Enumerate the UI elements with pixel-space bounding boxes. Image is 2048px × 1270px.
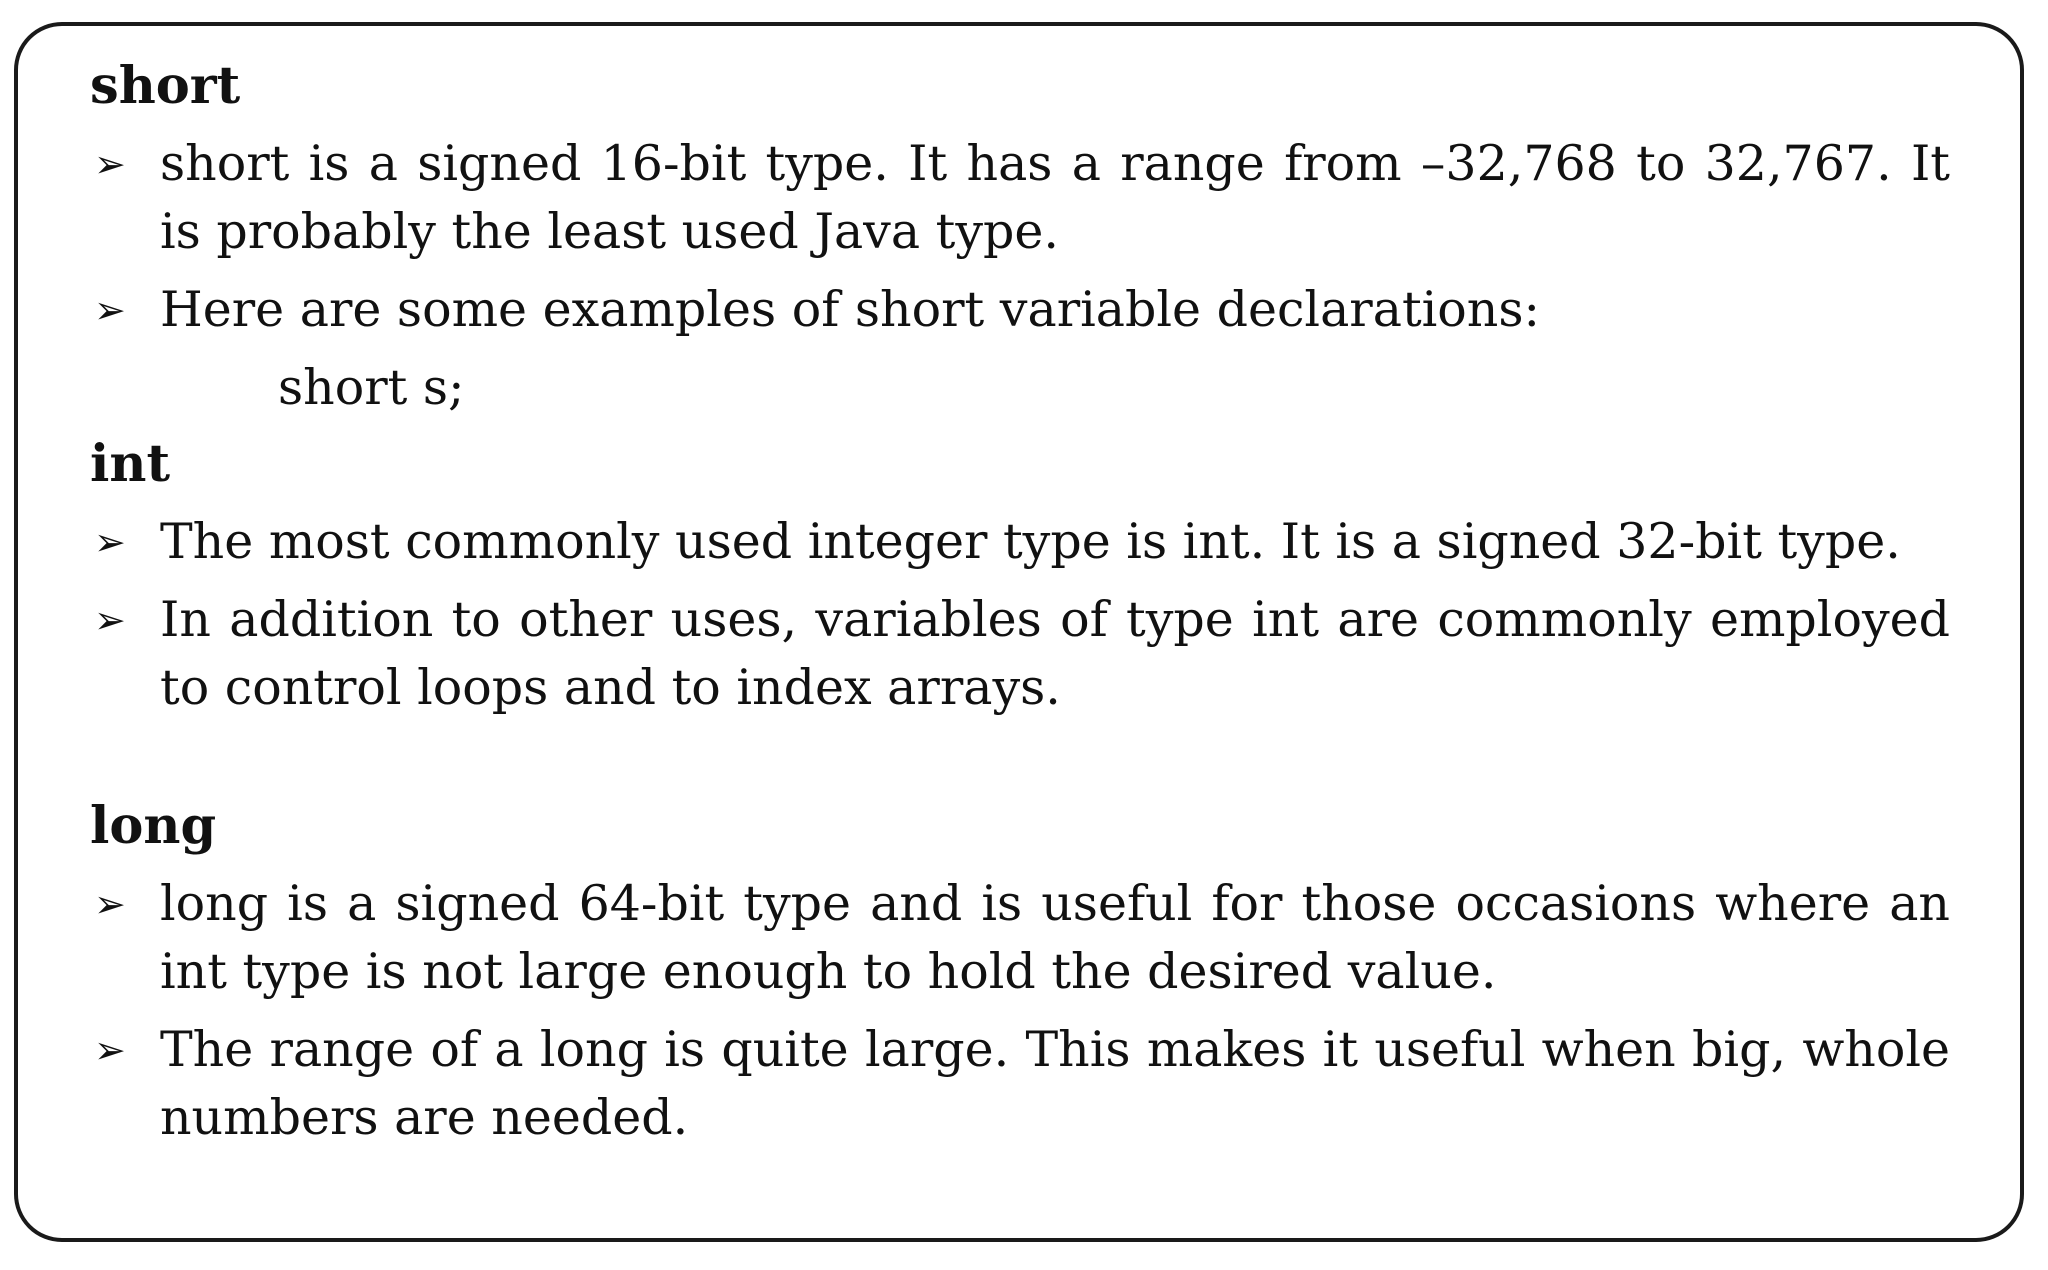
section-int bbox=[90, 430, 1950, 722]
section-long bbox=[90, 792, 1950, 1152]
bullet-list-long bbox=[90, 870, 1950, 1152]
arrowhead-bullet-icon: ➢ bbox=[94, 520, 126, 564]
arrowhead-bullet-icon: ➢ bbox=[94, 882, 126, 926]
list-item bbox=[90, 508, 1950, 576]
bullet-list-int bbox=[90, 508, 1950, 722]
section-spacer bbox=[90, 722, 1950, 792]
bullet-text: In addition to other uses, variables of type int are commonly employed to control loops and to index arrays. bbox=[160, 591, 1950, 716]
list-item bbox=[90, 586, 1950, 722]
section-title-short: short bbox=[90, 56, 241, 116]
code-example: short s; bbox=[278, 359, 465, 416]
arrowhead-bullet-icon: ➢ bbox=[94, 288, 126, 332]
arrowhead-bullet-icon: ➢ bbox=[94, 142, 126, 186]
bullet-text: The most commonly used integer type is int. It is a signed 32-bit type. bbox=[160, 513, 1901, 570]
bullet-text: long is a signed 64-bit type and is useful for those occasions where an int type is not large enough to hold the desired value. bbox=[160, 875, 1950, 1000]
section-short bbox=[90, 52, 1950, 422]
arrowhead-bullet-icon: ➢ bbox=[94, 1028, 126, 1072]
bullet-text: Here are some examples of short variable declarations: bbox=[160, 281, 1541, 338]
bullet-text: The range of a long is quite large. This makes it useful when big, whole numbers are needed. bbox=[160, 1021, 1950, 1146]
arrowhead-bullet-icon: ➢ bbox=[94, 598, 126, 642]
section-title-int: int bbox=[90, 434, 171, 494]
list-item bbox=[90, 1016, 1950, 1152]
bullet-text: short is a signed 16-bit type. It has a range from –32,768 to 32,767. It is probably the least used Java type. bbox=[160, 135, 1950, 260]
bullet-list-short bbox=[90, 130, 1950, 344]
list-item bbox=[90, 276, 1950, 344]
list-item bbox=[90, 870, 1950, 1006]
document-content bbox=[90, 52, 1950, 1152]
list-item bbox=[90, 130, 1950, 266]
section-title-long: long bbox=[90, 796, 217, 856]
